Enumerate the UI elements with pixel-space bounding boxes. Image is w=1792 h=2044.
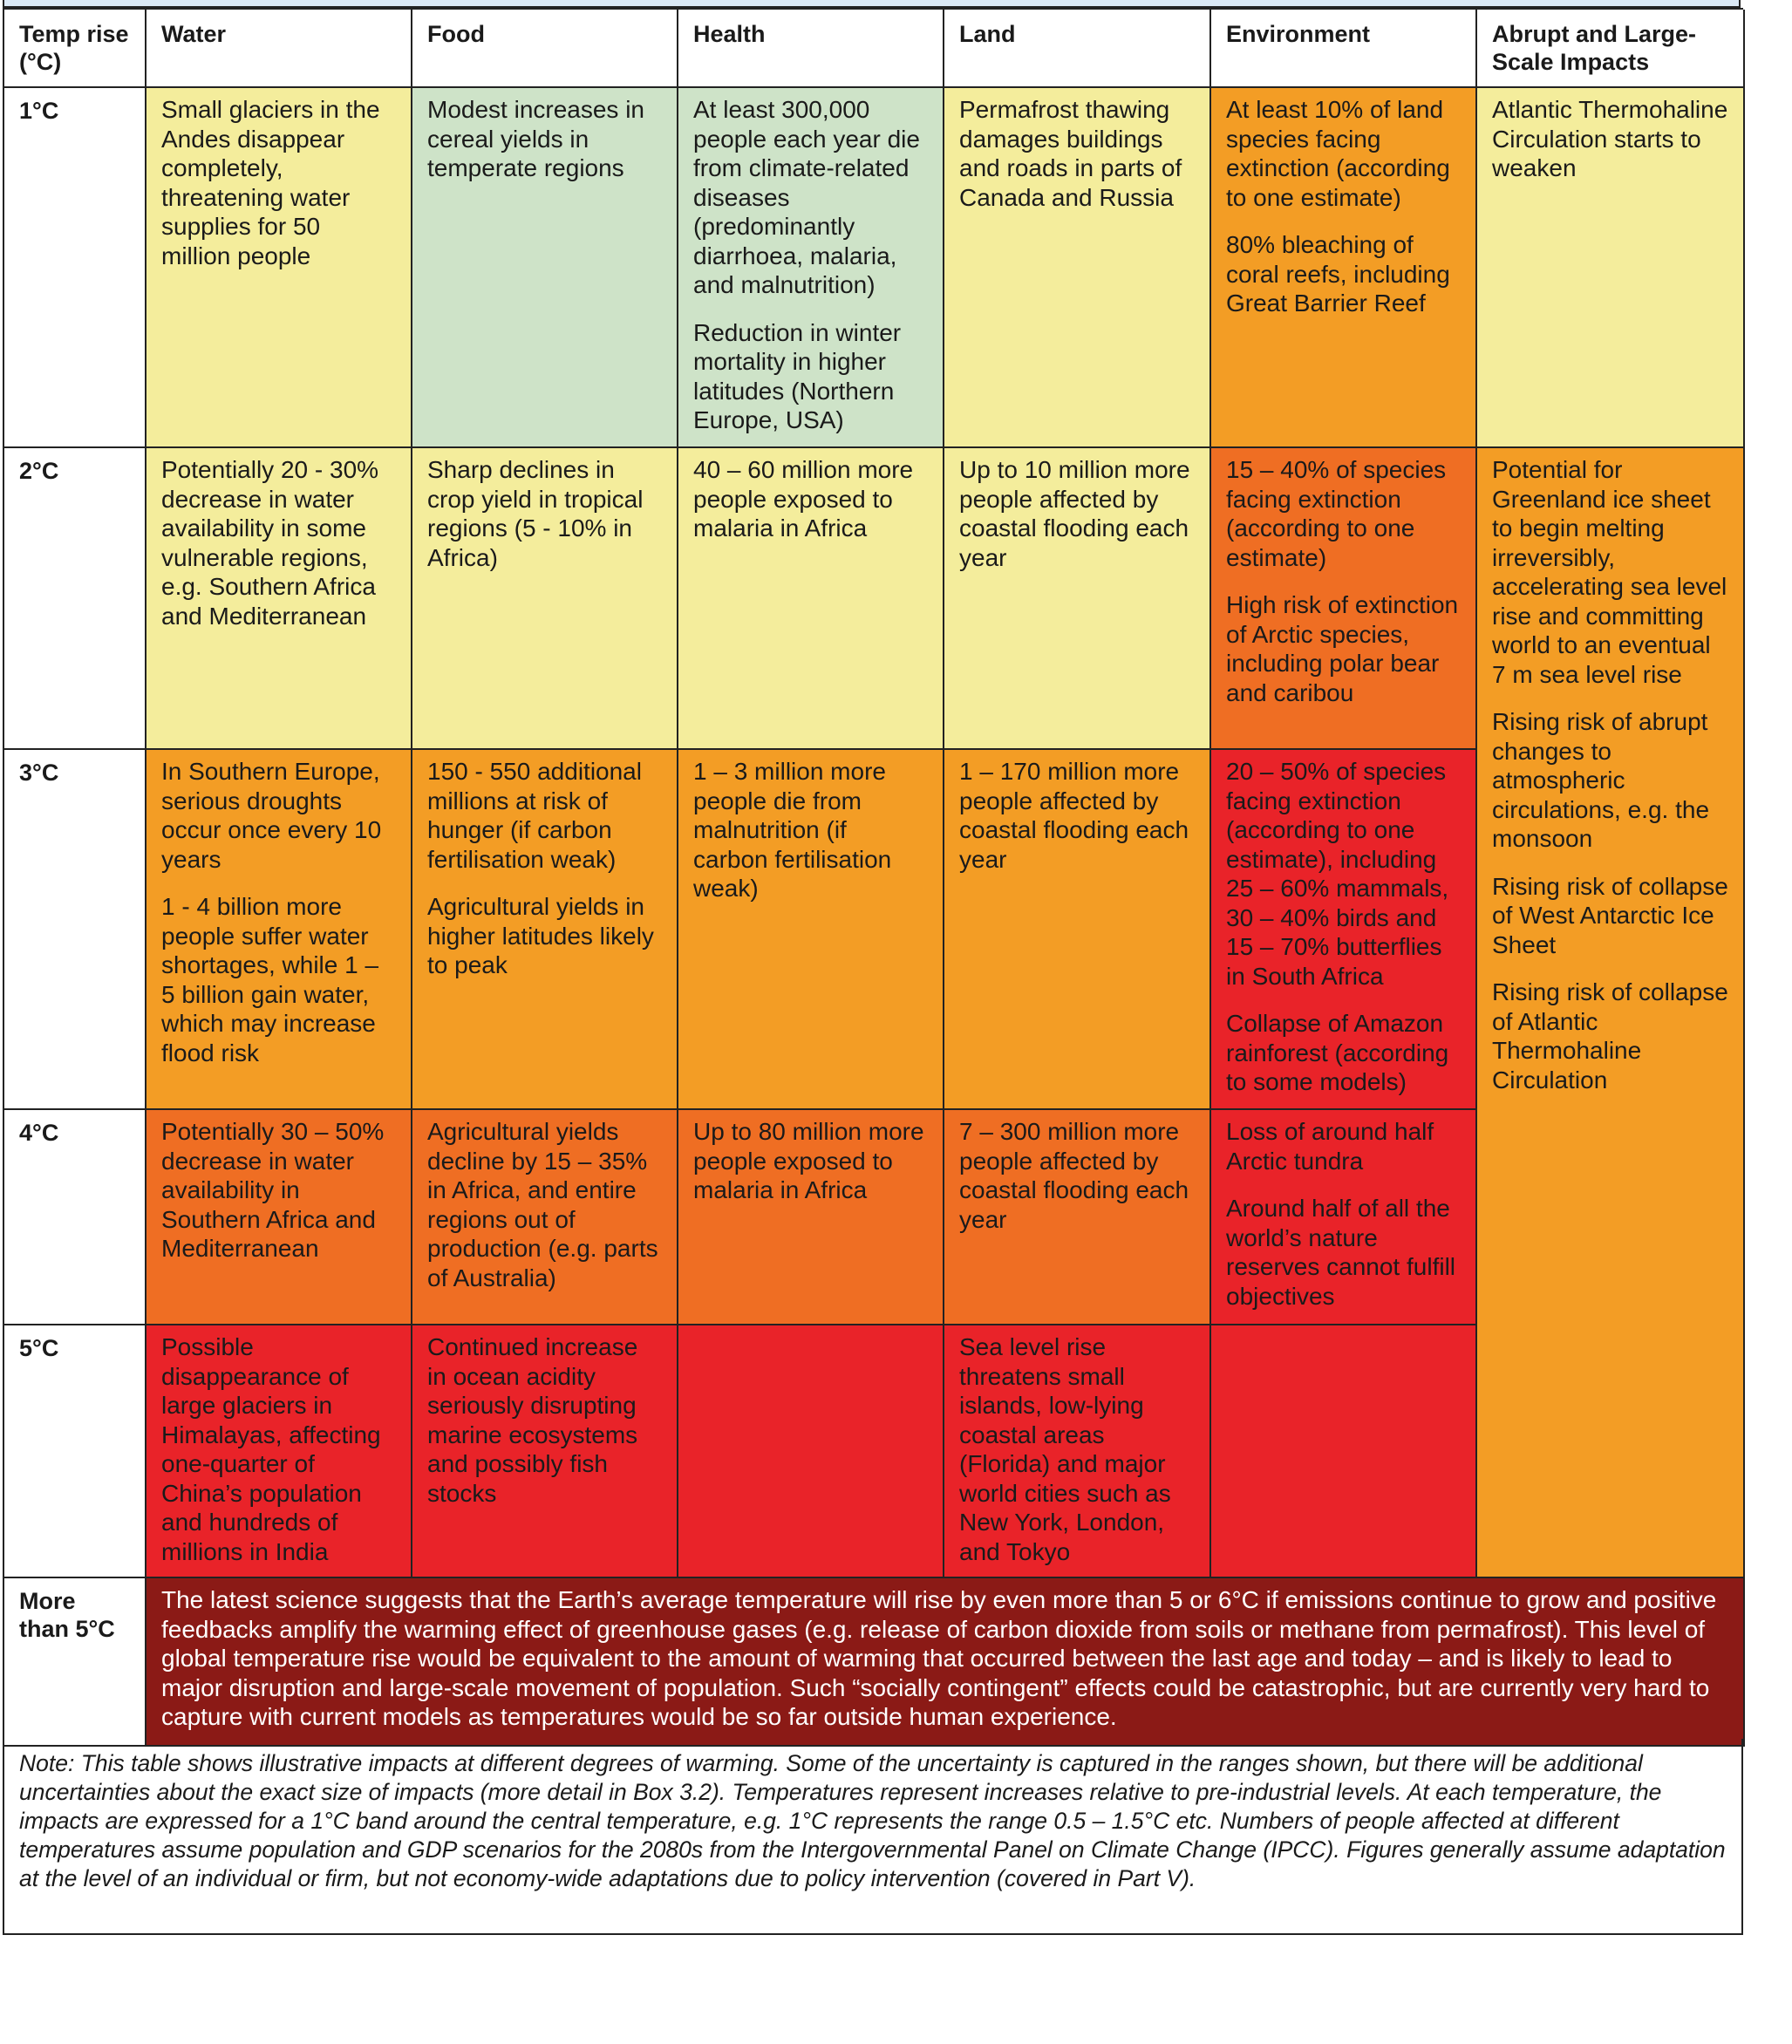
- cell-text: Sharp declines in crop yield in tropical regions (5 - 10% in Africa): [427, 456, 644, 571]
- cell-3c-environment: [1211, 750, 1477, 1110]
- cell-text: Potential for Greenland ice sheet to begin melting irreversibly, accelerating sea level rise and committing world to an eventual 7 m sea level rise: [1492, 456, 1727, 688]
- cell-3c-water: [146, 750, 412, 1110]
- cell-text: Atlantic Thermohaline Circulation starts to weaken: [1492, 96, 1728, 181]
- header-water: Water: [146, 10, 412, 88]
- cell-text: Up to 10 million more people affected by coastal flooding each year: [959, 456, 1190, 571]
- cell-2c-water: [146, 448, 412, 750]
- cell-3c-land: [944, 750, 1211, 1110]
- cell-text: High risk of extinction of Arctic species, including polar bear and caribou: [1226, 591, 1459, 706]
- cell-1c-abrupt: [1477, 88, 1745, 448]
- cell-5c-food: [412, 1325, 678, 1578]
- cell-more-than-5c-summary: [146, 1578, 1745, 1747]
- cell-text: Small glaciers in the Andes disappear completely, threatening water supplies for 50 million people: [161, 96, 380, 269]
- header-temp: Temp rise (°C): [4, 10, 146, 88]
- cell-text: 80% bleaching of coral reefs, including Great Barrier Reef: [1226, 231, 1450, 317]
- table-top-band: [3, 0, 1741, 8]
- header-land: Land: [944, 10, 1211, 88]
- cell-text: Potentially 20 - 30% decrease in water availability in some vulnerable regions, e.g. Southern Africa and Mediterranean: [161, 456, 379, 630]
- cell-text: Agricultural yields in higher latitudes likely to peak: [427, 893, 654, 978]
- cell-4c-environment: [1211, 1110, 1477, 1325]
- row-label-2c: 2°C: [4, 448, 146, 750]
- cell-text: 150 - 550 additional millions at risk of hunger (if carbon fertilisation weak): [427, 758, 642, 873]
- cell-text: Around half of all the world’s nature reserves cannot fulfill objectives: [1226, 1195, 1456, 1310]
- cell-5c-land: [944, 1325, 1211, 1578]
- cell-text: At least 10% of land species facing extinction (according to one estimate): [1226, 96, 1450, 211]
- row-label-1c: 1°C: [4, 88, 146, 448]
- cell-5c-environment: [1211, 1325, 1477, 1578]
- table-note: Note: This table shows illustrative impacts at different degrees of warming. Some of the uncertainty is captured in the ranges shown, but there will be additional uncertainties about the exact size of impacts (more detail in Box 3.2). Temperatures represent increases relative to pre-industrial levels. At each temperature, the impacts are expressed for a 1°C band around the central temperature, e.g. 1°C represents the range 0.5 – 1.5°C etc. Numbers of people affected at different temperatures assume population and GDP scenarios for the 2080s from the Intergovernmental Panel on Climate Change (IPCC). Figures generally assume adaptation at the level of an individual or firm, but not economy-wide adaptations due to policy intervention (covered in Part V).: [3, 1739, 1743, 1935]
- cell-text: Rising risk of collapse of West Antarctic Ice Sheet: [1492, 872, 1728, 958]
- header-abrupt: Abrupt and Large-Scale Impacts: [1477, 10, 1745, 88]
- cell-text: Up to 80 million more people exposed to malaria in Africa: [693, 1118, 924, 1203]
- cell-text: Modest increases in cereal yields in temperate regions: [427, 96, 645, 181]
- climate-impacts-table: [3, 8, 1743, 1747]
- cell-text: Rising risk of abrupt changes to atmospheric circulations, e.g. the monsoon: [1492, 708, 1710, 852]
- header-food: Food: [412, 10, 678, 88]
- cell-1c-water: [146, 88, 412, 448]
- cell-5c-health: [678, 1325, 944, 1578]
- cell-text: Agricultural yields decline by 15 – 35% in Africa, and entire regions out of production (e.g. parts of Australia): [427, 1118, 658, 1291]
- header-health: Health: [678, 10, 944, 88]
- cell-1c-land: [944, 88, 1211, 448]
- cell-text: Sea level rise threatens small islands, low-lying coastal areas (Florida) and major world cities such as New York, London, and Tokyo: [959, 1333, 1171, 1565]
- cell-text: 20 – 50% of species facing extinction (according to one estimate), including 25 – 60% mammals, 30 – 40% birds and 15 – 70% butterflies in South Africa: [1226, 758, 1449, 990]
- cell-text: 40 – 60 million more people exposed to malaria in Africa: [693, 456, 914, 542]
- cell-2c-food: [412, 448, 678, 750]
- cell-text: Loss of around half Arctic tundra: [1226, 1118, 1434, 1175]
- cell-3c-health: [678, 750, 944, 1110]
- cell-text: Permafrost thawing damages buildings and roads in parts of Canada and Russia: [959, 96, 1182, 211]
- cell-4c-water: [146, 1110, 412, 1325]
- cell-4c-food: [412, 1110, 678, 1325]
- cell-text: Rising risk of collapse of Atlantic Thermohaline Circulation: [1492, 978, 1728, 1094]
- cell-text: Continued increase in ocean acidity seriously disrupting marine ecosystems and possibly fish stocks: [427, 1333, 638, 1507]
- cell-4c-land: [944, 1110, 1211, 1325]
- cell-2c-5c-abrupt: [1477, 448, 1745, 1578]
- row-label-more-than-5c: More than 5°C: [4, 1578, 146, 1747]
- cell-text: 1 – 3 million more people die from malnutrition (if carbon fertilisation weak): [693, 758, 892, 902]
- row-label-4c: 4°C: [4, 1110, 146, 1325]
- cell-text: 1 - 4 billion more people suffer water shortages, while 1 – 5 billion gain water, which may increase flood risk: [161, 893, 379, 1066]
- cell-text: 15 – 40% of species facing extinction (according to one estimate): [1226, 456, 1447, 571]
- cell-1c-health: [678, 88, 944, 448]
- cell-4c-health: [678, 1110, 944, 1325]
- cell-text: At least 300,000 people each year die from climate-related diseases (predominantly diarrhoea, malaria, and malnutrition): [693, 96, 920, 298]
- cell-text: 7 – 300 million more people affected by coastal flooding each year: [959, 1118, 1189, 1233]
- cell-2c-environment: [1211, 448, 1477, 750]
- cell-text: Potentially 30 – 50% decrease in water availability in Southern Africa and Mediterranean: [161, 1118, 385, 1262]
- cell-text: In Southern Europe, serious droughts occur once every 10 years: [161, 758, 382, 873]
- row-label-5c: 5°C: [4, 1325, 146, 1578]
- header-environment: Environment: [1211, 10, 1477, 88]
- cell-text: Collapse of Amazon rainforest (according to some models): [1226, 1010, 1449, 1095]
- cell-2c-health: [678, 448, 944, 750]
- cell-text: Reduction in winter mortality in higher latitudes (Northern Europe, USA): [693, 318, 902, 433]
- cell-text: The latest science suggests that the Earth’s average temperature will rise by even more than 5 or 6°C if emissions continue to grow and positive feedbacks amplify the warming effect of greenhouse gases (e.g. release of carbon dioxide from soils or methane from permafrost). This level of global temperature rise would be equivalent to the amount of warming that occurred between the last age and today – and is likely to lead to major disruption and large-scale movement of population. Such “socially contingent” effects could be catastrophic, but are currently very hard to capture with current models as temperatures would be so far outside human experience.: [161, 1586, 1717, 1730]
- cell-2c-land: [944, 448, 1211, 750]
- row-label-3c: 3°C: [4, 750, 146, 1110]
- cell-3c-food: [412, 750, 678, 1110]
- cell-text: Possible disappearance of large glaciers in Himalayas, affecting one-quarter of China’s population and hundreds of millions in India: [161, 1333, 381, 1565]
- cell-5c-water: [146, 1325, 412, 1578]
- cell-1c-food: [412, 88, 678, 448]
- cell-text: 1 – 170 million more people affected by coastal flooding each year: [959, 758, 1189, 873]
- cell-1c-environment: [1211, 88, 1477, 448]
